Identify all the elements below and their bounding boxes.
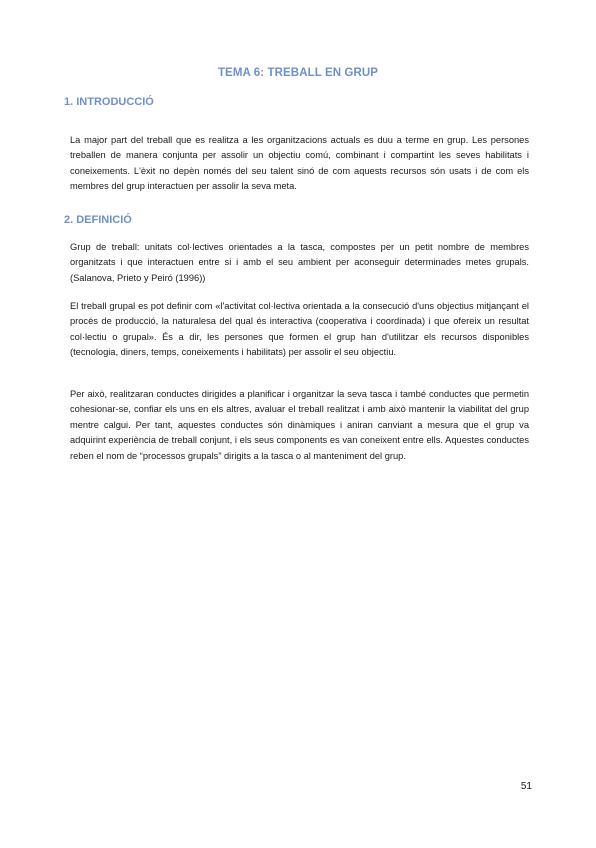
definition-paragraph-3: Per això, realitzaran conductes dirigides a planificar i organitzar la seva tasca i també conductes que permetin cohesionar-se, confiar els uns en els altres, avaluar el treball realitzat i amb això mantenir la viabilitat del grup mentre calgui. Per tant, aquestes conductes són dinàmiques i aniran canviant a mesura que el grup va adquirint experiència de treball conjunt, i els seus components es van coneixent entre ells. Aquestes conductes reben el nom de “processos grupals” dirigits a la tasca o al manteniment del grup. bbox=[70, 389, 529, 461]
section-heading-introduccio: 1. INTRODUCCIÓ bbox=[64, 96, 154, 108]
definition-paragraph-1: Grup de treball: unitats col·lectives orientades a la tasca, compostes per un petit nombre de membres organitzats i que interactuen entre si i amb el seu ambient per aconseguir determinades metes grupals. (Salanova, Prieto y Peiró (1996)) bbox=[70, 242, 529, 283]
page-number: 51 bbox=[520, 781, 532, 792]
page-title: TEMA 6: TREBALL EN GRUP bbox=[217, 67, 379, 79]
section-heading-definicio: 2. DEFINICIÓ bbox=[64, 214, 132, 226]
definition-paragraph-2: El treball grupal es pot definir com «l'activitat col·lectiva orientada a la consecució d'uns objectius mitjançant el procés de producció, la naturalesa del qual és interactiva (cooperativa i coordinada) i que ofereix un resultat col·lectiu o grupal». És a dir, les persones que formen el grup han d'utilitzar els recursos disponibles (tecnologia, diners, temps, coneixements i habilitats) per assolir el seu objectiu. bbox=[70, 301, 529, 358]
intro-paragraph: La major part del treball que es realitza a les organitzacions actuals es duu a terme en grup. Les persones treballen de manera conjunta per assolir un objectiu comú, combinant i compartint les seves habilitats i coneixements. L'èxit no depèn només del seu talent sinó de com aquests recursos són usats i de com els membres del grup interactuen per assolir la seva meta. bbox=[70, 135, 529, 192]
